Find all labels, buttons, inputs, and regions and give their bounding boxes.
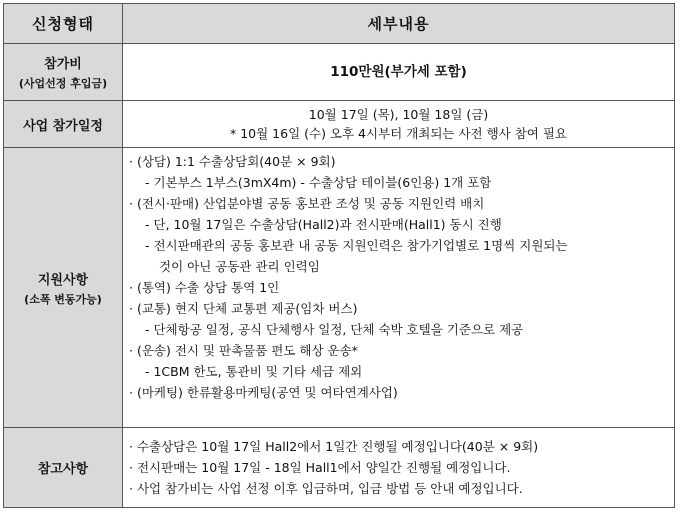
list-item: · (상담) 1:1 수출상담회(40분 × 9회) [129,154,336,169]
fee-sublabel: (사업선정 후입금) [18,77,108,90]
list-item: · (교통) 현지 단체 교통편 제공(임차 버스) [129,301,358,316]
support-label: 지원사항 [37,272,89,288]
list-item: - 기본부스 1부스(3mX4m) - 수출상담 테이블(6인용) 1개 포함 [145,175,492,190]
list-item: 것이 아닌 공동관 관리 인력임 [159,259,320,274]
schedule-label: 사업 참가일정 [4,101,123,148]
schedule-dates: 10월 17일 (목), 10월 18일 (금) [308,107,489,122]
fee-value: 110만원(부가세 포함) [123,44,675,101]
notes-row [4,428,675,508]
header-type: 신청형태 [4,4,123,44]
support-label-cell [4,148,123,428]
application-table [3,3,675,508]
list-item: - 1CBM 한도, 통관비 및 기타 세금 제외 [145,364,363,379]
header-details: 세부내용 [123,4,675,44]
list-item: - 전시판매관의 공동 홍보관 내 공동 지원인력은 참가기업별로 1명씩 지원되는 [145,238,568,253]
list-item: · 수출상담은 10월 17일 Hall2에서 1일간 진행될 예정입니다(40분 × 9회) [129,439,539,454]
fee-label-cell [4,44,123,101]
fee-row [4,44,675,101]
support-sublabel: (소폭 변동가능) [24,292,102,306]
list-item: - 단, 10월 17일은 수출상담(Hall2)과 전시판매(Hall1) 동시 진행 [145,217,502,232]
schedule-note: * 10월 16일 (수) 오후 4시부터 개최되는 사전 행사 참여 필요 [229,126,567,141]
notes-label: 참고사항 [4,428,123,508]
schedule-row [4,101,675,148]
support-row [4,148,675,428]
fee-label: 참가비 [44,57,82,72]
notes-cell [123,428,675,508]
list-item: · 전시판매는 10월 17일 - 18일 Hall1에서 양일간 진행될 예정입니다. [129,460,511,475]
list-item: · (운송) 전시 및 판촉물품 편도 해상 운송* [129,343,358,358]
list-item: · 사업 참가비는 사업 선정 이후 입금하며, 입금 방법 등 안내 예정입니다. [129,481,523,496]
list-item: · (전시·판매) 산업분야별 공동 홍보관 조성 및 공동 지원인력 배치 [129,196,485,211]
list-item: · (통역) 수출 상담 통역 1인 [129,280,280,295]
list-item: - 단체항공 일정, 공식 단체행사 일정, 단체 숙박 호텔을 기준으로 제공 [145,322,524,337]
schedule-cell [123,101,675,148]
support-cell [123,148,675,428]
list-item: · (마케팅) 한류활용마케팅(공연 및 여타연계사업) [129,385,398,400]
header-row [4,4,675,44]
